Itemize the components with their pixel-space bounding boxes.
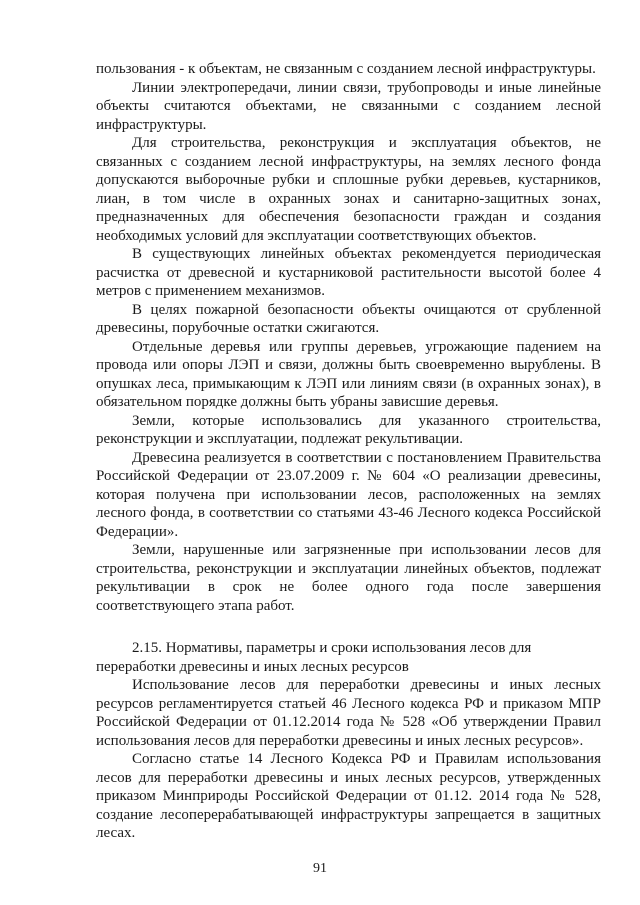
paragraph: Отдельные деревья или группы деревьев, угрожающие падением на провода или опоры ЛЭП и связи, должны быть своевременно вырублены. В опушках леса, примыкающим к ЛЭП или линиям связи (в охранных зонах), в обязательном порядке должны быть убраны зависшие деревья. (96, 338, 601, 410)
paragraph: пользования - к объектам, не связанным с созданием лесной инфраструктуры. (96, 61, 596, 77)
paragraph: В целях пожарной безопасности объекты очищаются от срубленной древесины, порубочные остатки сжигаются. (96, 301, 601, 336)
document-page (96, 60, 601, 843)
page-number: 91 (313, 861, 327, 876)
section-number: 2.15. (132, 640, 162, 656)
paragraph: Согласно статье 14 Лесного Кодекса РФ и Правилам использования лесов для переработки древесины и иных лесных ресурсов, утвержденных приказом Минприроды Российской Федерации от 01.12. 2014 года № 528, создание лесоперерабатывающей инфраструктуры запрещается в защитных лесах. (96, 751, 601, 841)
paragraph: Древесина реализуется в соответствии с постановлением Правительства Российской Федерации от 23.07.2009 г. № 604 «О реализации древесины, которая получена при использовании лесов, расположенных на землях лесного фонда, в соответствии со статьями 43-46 Лесного кодекса Российской Федерации». (96, 449, 601, 540)
paragraph: В существующих линейных объектах рекомендуется периодическая расчистка от древесной и кустарниковой растительности высотой более 4 метров с применением механизмов. (96, 246, 601, 299)
paragraph: Земли, которые использовались для указанного строительства, реконструкции и эксплуатации, подлежат рекультивации. (96, 412, 601, 447)
paragraph: Земли, нарушенные или загрязненные при использовании лесов для строительства, реконструкции и эксплуатации линейных объектов, подлежат рекультивации в срок не более одного года после завершения соответствующего этапа работ. (96, 542, 601, 614)
section-heading (96, 639, 601, 676)
paragraph: Для строительства, реконструкция и эксплуатация объектов, не связанных с созданием лесной инфраструктуры, на землях лесного фонда допускаются выборочные рубки и сплошные рубки деревьев, кустарников, лиан, в том числе в охранных зонах и санитарно-защитных зонах, предназначенных для обеспечения безопасности граждан и создания необходимых условий для эксплуатации соответствующих объектов. (96, 135, 601, 244)
section-title: Нормативы, параметры и сроки использования лесов для переработки древесины и иных лесных ресурсов (96, 640, 532, 675)
paragraph: Использование лесов для переработки древесины и иных лесных ресурсов регламентируется статьей 46 Лесного кодекса РФ и приказом МПР Российской Федерации от 01.12.2014 года № 528 «Об утверждении Правил использования лесов для переработки древесины и иных лесных ресурсов». (96, 677, 601, 749)
paragraph: Линии электропередачи, линии связи, трубопроводы и иные линейные объекты считаются объектами, не связанными с созданием лесной инфраструктуры. (96, 79, 601, 133)
